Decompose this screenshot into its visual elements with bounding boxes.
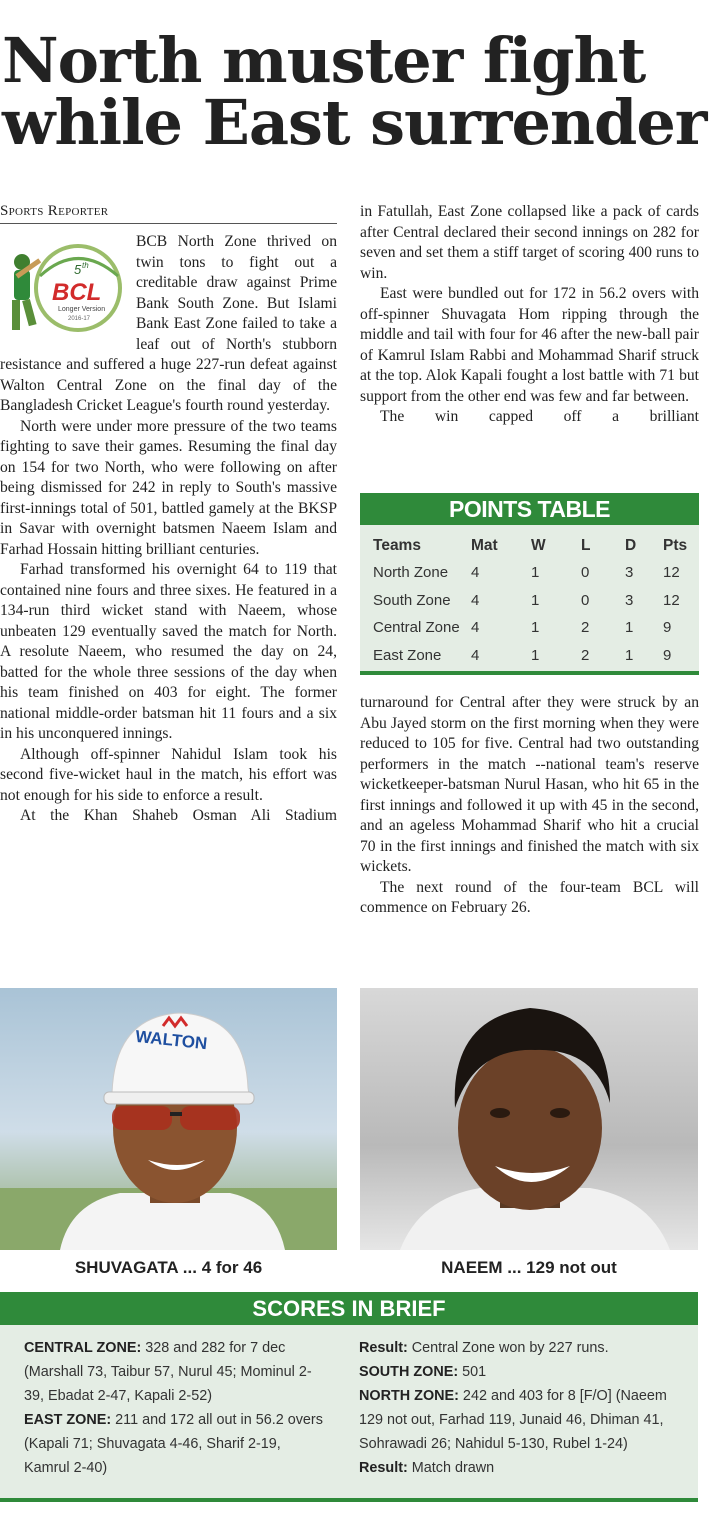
score-text: 211 and 172 all out in 56.2 overs (Kapali 71; Shuvagata 4-46, Sharif 2-19, Kamrul 2-40)	[24, 1412, 323, 1476]
naeem-portrait	[360, 988, 698, 1250]
table-cell: 1	[531, 564, 540, 582]
article-paragraph-5: At the Khan Shaheb Osman Ali Stadium	[20, 807, 337, 824]
table-cell: 0	[581, 591, 590, 609]
cap-logo-text: WALTON	[134, 1026, 209, 1054]
points-table-header-row	[372, 533, 692, 559]
col-header-l: L	[581, 537, 591, 554]
table-cell: 3	[625, 591, 634, 609]
table-cell: 3	[625, 564, 634, 582]
score-text: Match drawn	[407, 1460, 495, 1476]
col-header-pts: Pts	[663, 537, 688, 554]
score-text: Central Zone won by 227 runs.	[407, 1340, 609, 1356]
logo-name: BCL	[52, 279, 102, 306]
score-entry	[359, 1360, 679, 1384]
bcl-logo	[0, 236, 128, 336]
table-cell: 1	[625, 646, 634, 664]
table-cell: 4	[471, 619, 480, 637]
article-paragraph-6: in Fatullah, East Zone collapsed like a pack of cards after Central declared their second innings on 282 for seven and set them a stiff target of scoring 400 runs to win.	[360, 203, 699, 282]
score-team: NORTH ZONE:	[359, 1388, 459, 1404]
score-team: Result:	[359, 1340, 408, 1356]
headline	[2, 24, 717, 159]
scores-in-brief	[0, 1292, 698, 1502]
article-paragraph-2: North were under more pressure of the two teams fighting to save their games. Resuming the final day on 154 for two North, who were following on after being dismissed for 242 in reply to South's massive first-innings total of 501, battled gamely at the BKSP in Savar with overnight batsmen Naeem Islam and Farhad Hossain hitting brilliant centuries.	[0, 417, 337, 558]
logo-subtitle: Longer Version	[58, 306, 106, 313]
logo-edition: 5	[74, 262, 82, 277]
score-entry	[359, 1336, 679, 1360]
table-cell: 1	[531, 591, 540, 609]
table-cell: 9	[663, 646, 672, 664]
table-cell: 4	[471, 591, 480, 609]
logo-edition-suffix: th	[82, 261, 89, 270]
table-cell: 4	[471, 564, 480, 582]
score-text: 501	[458, 1364, 487, 1380]
score-team: SOUTH ZONE:	[359, 1364, 459, 1380]
table-cell: 9	[663, 619, 672, 637]
article-paragraph-8: The win capped off a brilliant	[380, 408, 699, 425]
score-team: Result:	[359, 1460, 408, 1476]
col-header-teams: Teams	[373, 537, 421, 554]
table-cell: 4	[471, 646, 480, 664]
table-cell: 1	[625, 619, 634, 637]
score-entry	[359, 1384, 679, 1456]
table-cell: East Zone	[373, 646, 442, 664]
table-cell: Central Zone	[373, 619, 460, 637]
scores-right-column	[359, 1336, 679, 1480]
article-paragraph-3: Farhad transformed his overnight 64 to 119 that contained nine fours and three sixes. He featured in a 134-run third wicket stand with Naeem, whose unbeaten 129 eventually saved the match for North. A resolute Naeem, who resumed the day on 24, batted for the whole three sessions of the day when his team finished on 403 for eight. The former national middle-order batsman hit 11 fours and a six in his unconquered innings.	[0, 561, 337, 742]
table-cell: South Zone	[373, 591, 451, 609]
headline-line-1: North muster fight	[2, 24, 646, 97]
headline-line-2: while East surrender	[2, 86, 707, 159]
score-team: EAST ZONE:	[24, 1412, 112, 1428]
table-cell: 2	[581, 619, 590, 637]
byline: Sports Reporter	[0, 203, 337, 224]
score-text: 242 and 403 for 8 [F/O] (Naeem 129 not out, Farhad 119, Junaid 46, Dhiman 41, Sohrawadi 26; Nahidul 5-130, Rubel 1-24)	[359, 1388, 667, 1452]
col-header-w: W	[531, 537, 546, 554]
score-entry	[24, 1336, 324, 1408]
points-table-grid	[372, 533, 692, 669]
table-cell: 1	[531, 646, 540, 664]
logo-season: 2016-17	[68, 316, 91, 322]
table-row	[372, 587, 692, 615]
score-text: 328 and 282 for 7 dec (Marshall 73, Taibur 57, Nurul 45; Mominul 2-39, Ebadat 2-47, Kapali 2-52)	[24, 1340, 312, 1404]
article-paragraph-4: Although off-spinner Nahidul Islam took his second five-wicket haul in the match, his effort was not enough for his side to enforce a result.	[0, 745, 337, 804]
shuvagata-portrait	[0, 988, 337, 1250]
col-header-mat: Mat	[471, 537, 498, 554]
table-cell: 12	[663, 564, 680, 582]
article-lead-paragraph: BCB North Zone thrived on twin tons to fight out a creditable draw against Prime Bank South Zone. But Islami Bank East Zone failed to take a leaf out of North's stubborn resistance and suffered a huge 227-run defeat against Walton Central Zone on the final day of the Bangladesh Cricket League's fourth round yesterday.	[0, 233, 337, 414]
article-left-column	[0, 232, 337, 972]
table-row	[372, 614, 692, 642]
points-table	[360, 493, 699, 675]
scores-title: SCORES IN BRIEF	[0, 1292, 698, 1325]
table-cell: 2	[581, 646, 590, 664]
col-header-d: D	[625, 537, 637, 554]
article-paragraph-7: East were bundled out for 172 in 56.2 overs with off-spinner Shuvagata Hom ripping through the middle and tail with four for 46 after the new-ball pair of Kamrul Islam Rabbi and Mohammad Sharif struck at the top. Alok Kapali fought a lost battle with 71 but support from the other end was few and far between.	[360, 285, 699, 405]
table-cell: 0	[581, 564, 590, 582]
article-paragraph-9: The next round of the four-team BCL will commence on February 26.	[360, 878, 699, 916]
photo-naeem	[360, 988, 698, 1250]
scores-left-column	[24, 1336, 324, 1480]
table-row	[372, 559, 692, 587]
article-right-column-top	[360, 202, 699, 478]
score-entry	[24, 1408, 324, 1480]
table-row	[372, 642, 692, 670]
score-entry	[359, 1456, 679, 1480]
points-table-title: POINTS TABLE	[360, 493, 699, 525]
article-right-column-bottom	[360, 693, 699, 973]
table-cell: 1	[531, 619, 540, 637]
photo-shuvagata	[0, 988, 337, 1250]
score-team: CENTRAL ZONE:	[24, 1340, 142, 1356]
table-cell: 12	[663, 591, 680, 609]
article-paragraph-8-continued: turnaround for Central after they were struck by an Abu Jayed storm on the first morning when they were reduced to 105 for five. Central had two outstanding performers in the match --national team's reserve wicketkeeper-batsman Nurul Hasan, who hit 65 in the first innings and followed it up with 45 in the second, and an ageless Mohammad Sharif who hit a crucial 70 in the first innings and finished the match with six wickets.	[360, 694, 699, 875]
photo-caption-shuvagata: SHUVAGATA ... 4 for 46	[74, 1258, 263, 1277]
table-cell: North Zone	[373, 564, 449, 582]
photo-caption-naeem: NAEEM ... 129 not out	[441, 1258, 617, 1277]
